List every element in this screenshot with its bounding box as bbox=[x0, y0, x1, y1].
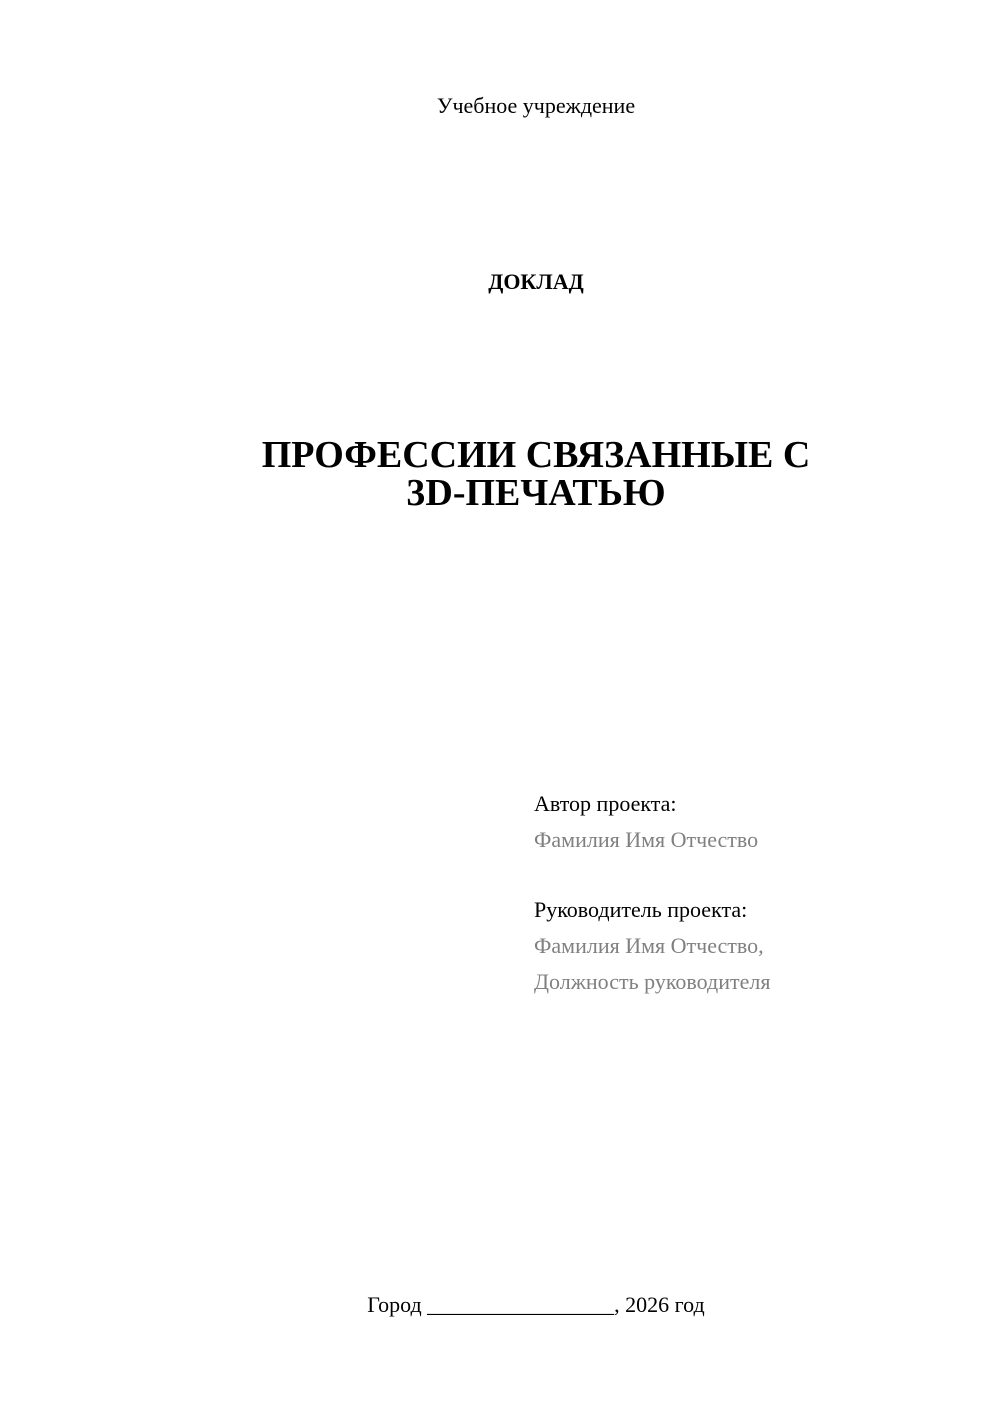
supervisor-name: Фамилия Имя Отчество, bbox=[534, 933, 764, 958]
document-type: ДОКЛАД bbox=[488, 269, 584, 294]
author-label: Автор проекта: bbox=[534, 791, 677, 816]
document-title-line-2: 3D-ПЕЧАТЬЮ bbox=[406, 472, 666, 514]
institution-name: Учебное учреждение bbox=[436, 93, 636, 118]
supervisor-block bbox=[534, 892, 974, 1000]
city-year-line: Город _________________, 2026 год bbox=[367, 1292, 705, 1317]
supervisor-label: Руководитель проекта: bbox=[534, 897, 748, 922]
document-title-line-1: ПРОФЕССИИ СВЯЗАННЫЕ С bbox=[261, 434, 811, 476]
document-title bbox=[150, 436, 922, 512]
supervisor-position: Должность руководителя bbox=[534, 969, 771, 994]
author-block bbox=[534, 786, 974, 858]
author-name: Фамилия Имя Отчество bbox=[534, 827, 759, 852]
